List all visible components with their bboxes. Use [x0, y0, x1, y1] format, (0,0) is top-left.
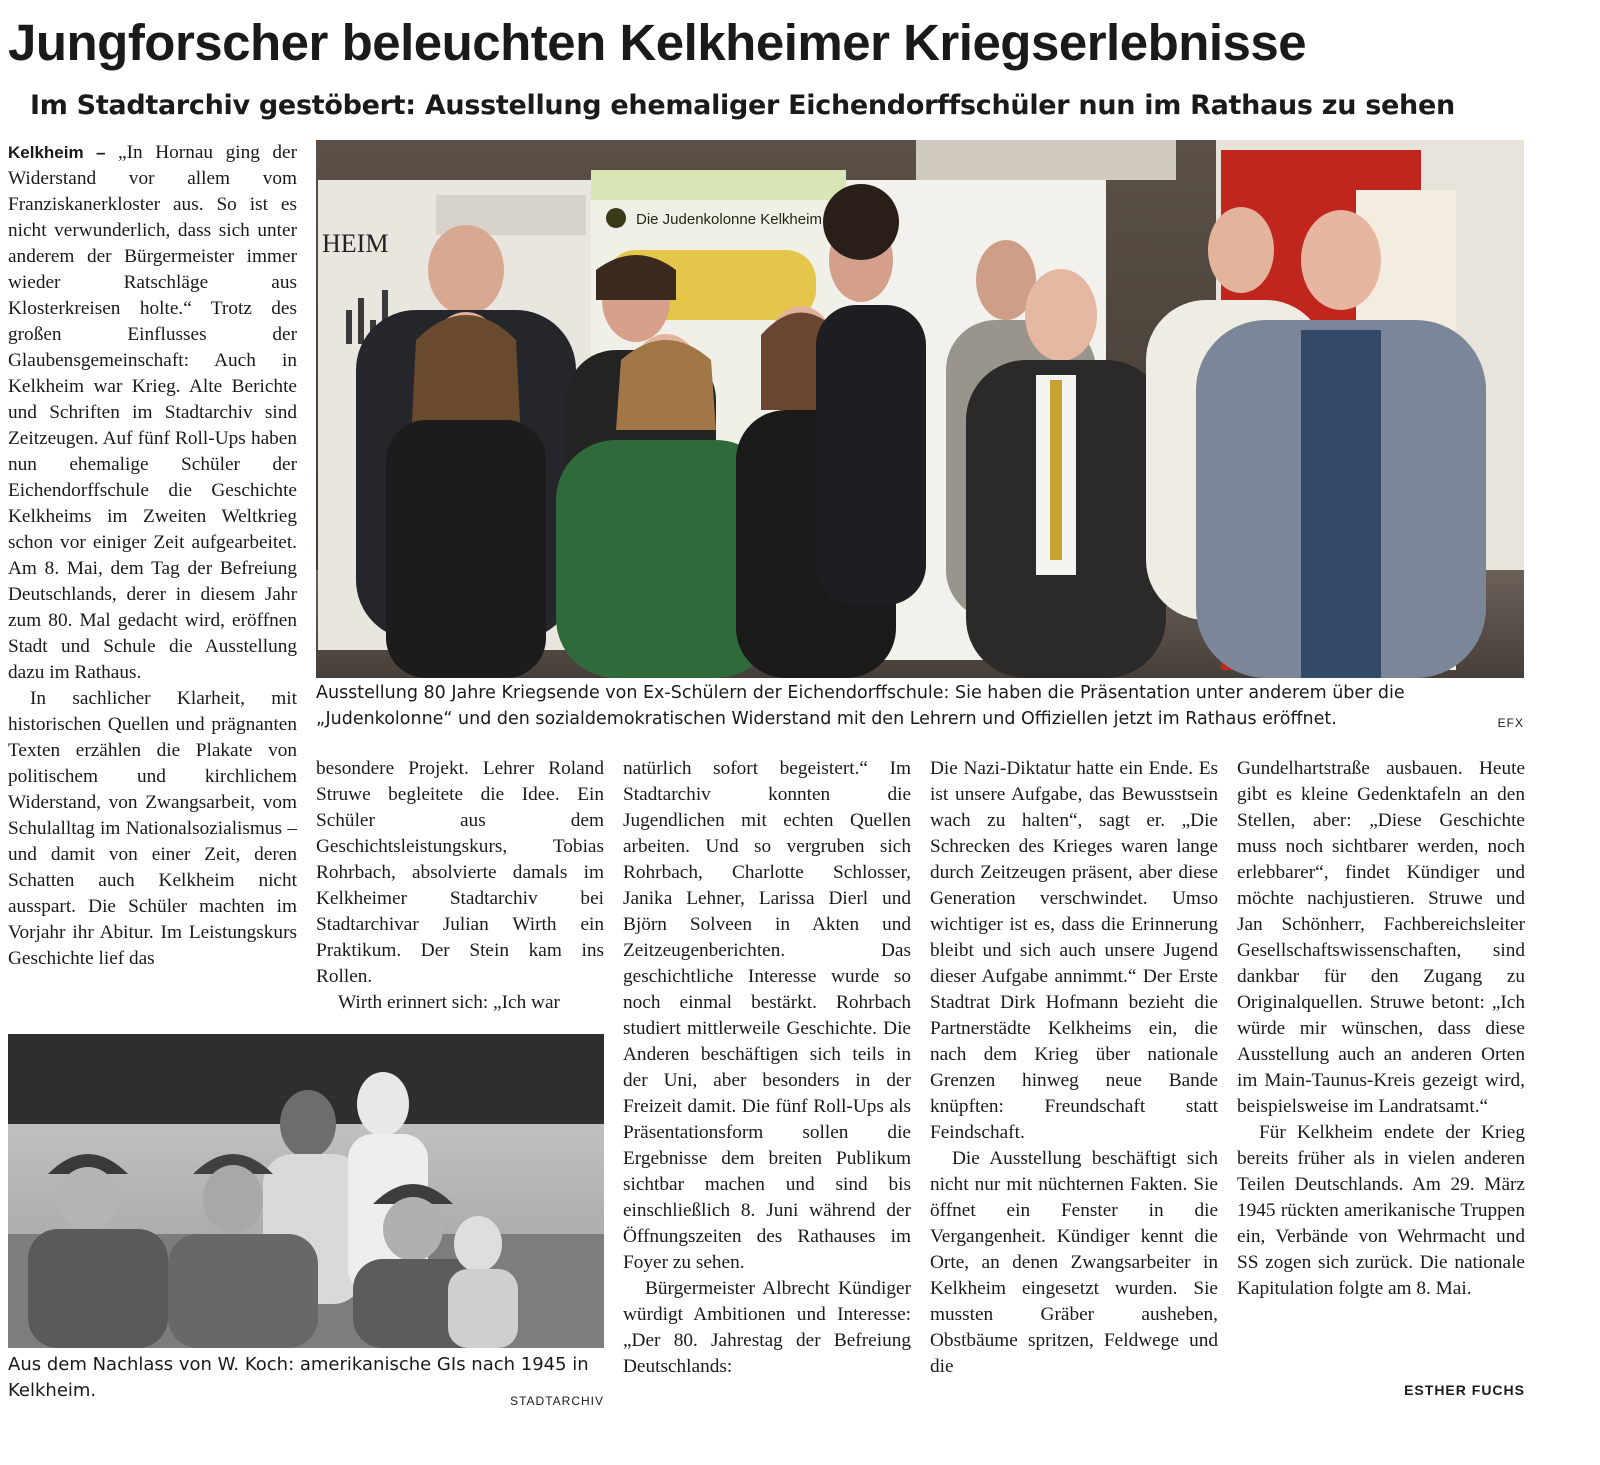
article-column-1	[8, 140, 297, 972]
banner-heim-text: HEIM	[322, 229, 389, 258]
paragraph: Wirth erinnert sich: „Ich war	[338, 992, 560, 1013]
article-column-2	[316, 756, 604, 1016]
paragraph: natürlich sofort begeistert.“ Im Stadtarchiv konnten die Jugendlichen mit echten Quellen arbeiten. Und so vergruben sich Rohrbach, Charlotte Schlosser, Janika Lehner, Larissa Dierl und Björn Solveen in Akten und Zeitzeugenberichten. Das geschichtliche Interesse wurde so noch einmal bestärkt. Rohrbach studiert mittlerweile Geschichte. Die Anderen beschäftigen sich teils in der Uni, aber besonders in der Freizeit damit. Die fünf Roll-Ups als Präsentationsform sollen die Ergebnisse dem breiten Publikum sichtbar machen und sind bis einschließlich 8. Juni während der Öffnungszeiten des Rathauses im Foyer zu sehen.	[623, 758, 911, 1273]
paragraph	[8, 140, 297, 686]
main-photo-caption	[316, 680, 1524, 736]
photo-credit: EFX	[1497, 716, 1524, 730]
paragraph: besondere Projekt. Lehrer Roland Struwe begleitete die Idee. Ein Schüler aus dem Geschichtsleistungskurs, Tobias Rohrbach, absolvierte damals im Kelkheimer Stadtarchiv bei Stadtarchivar Julian Wirth ein Praktikum. Der Stein kam ins Rollen.	[316, 758, 604, 987]
caption-text: Ausstellung 80 Jahre Kriegsende von Ex-Schülern der Eichendorffschule: Sie haben die Präsentation unter anderem über die „Judenkolonne“ und den sozialdemokratischen Widerstand mit den Lehrern und Offiziellen jetzt im Rathaus eröffnet.	[316, 683, 1405, 729]
paragraph: Gundelhartstraße ausbauen. Heute gibt es kleine Gedenktafeln an den Stellen, aber: „Diese Geschichte muss noch sichtbarer werden, noch erlebbarer“, findet Kündiger und möchte nachjustieren. Struwe und Jan Schönherr, Fachbereichsleiter Gesellschaftswissenschaften, sind dankbar für den Zugang zu Originalquellen. Struwe betont: „Ich würde mir wünschen, dass diese Ausstellung auch an anderen Orten im Main-Taunus-Kreis gezeigt wird, beispielsweise im Landratsamt.“	[1237, 758, 1525, 1117]
photo-credit: STADTARCHIV	[510, 1394, 604, 1408]
paragraph: Die Nazi-Diktatur hatte ein Ende. Es ist unsere Aufgabe, das Bewusstsein wach zu halten“, sagt er. „Die Schrecken des Krieges waren lange durch Zeitzeugen präsent, aber diese Generation verschwindet. Umso wichtiger ist es, dass die Erinnerung bleibt und sich auch unsere Jugend dieser Aufgabe annimmt.“ Der Erste Stadtrat Dirk Hofmann bezieht die Partnerstädte Kelkheims ein, die nach dem Krieg über nationale Grenzen hinweg neue Bande knüpften: Freundschaft statt Feindschaft.	[930, 758, 1218, 1143]
subheadline: Im Stadtarchiv gestöbert: Ausstellung ehemaliger Eichendorffschüler nun im Rathaus zu sehen	[30, 90, 1455, 121]
caption-text: Aus dem Nachlass von W. Koch: amerikanische GIs nach 1945 in Kelkheim.	[8, 1354, 589, 1401]
paragraph-text: „In Hornau ging der Widerstand vor allem vom Franziskanerkloster aus. So ist es nicht verwunderlich, dass sich unter anderem der Bürgermeister immer wieder Ratschläge aus Klosterkreisen holte.“ Trotz des großen Einflusses der Glaubensgemeinschaft: Auch in Kelkheim war Krieg. Alte Berichte und Schriften im Stadtarchiv sind Zeitzeugen. Auf fünf Roll-Ups haben nun ehemalige Schüler der Eichendorffschule die Geschichte Kelkheims im Zweiten Weltkrieg schon vor einiger Zeit aufgearbeitet. Am 8. Mai, dem Tag der Befreiung Deutschlands, derer in diesem Jahr zum 80. Mal gedacht wird, eröffnen Stadt und Schule die Ausstellung dazu im Rathaus.	[8, 142, 298, 683]
main-photo	[316, 140, 1524, 678]
paragraph: Für Kelkheim endete der Krieg bereits früher als in vielen anderen Teilen Deutschlands. Am 29. März 1945 rückten amerikanische Truppen ein, Verbände von Wehrmacht und SS zogen sich zurück. Die nationale Kapitulation folgte am 8. Mai.	[1237, 1122, 1525, 1299]
author-byline: ESTHER FUCHS	[1404, 1382, 1525, 1398]
dateline: Kelkheim –	[8, 143, 106, 162]
archive-photo-caption	[8, 1352, 604, 1414]
headline: Jungforscher beleuchten Kelkheimer Kriegserlebnisse	[8, 14, 1307, 71]
banner-judenkolonne-text: Die Judenkolonne Kelkheim	[636, 211, 822, 228]
paragraph: In sachlicher Klarheit, mit historischen Quellen und prägnanten Texten erzählen die Plakate von politischem und kirchlichem Widerstand, von Zwangsarbeit, vom Schulalltag im Nationalsozialismus – und damit von einer Zeit, deren Schatten auch Kelkheim nicht ausspart. Die Schüler machten im Vorjahr ihr Abitur. Im Leistungskurs Geschichte lief das	[8, 688, 297, 969]
article-column-5	[1237, 756, 1525, 1302]
archive-photo	[8, 1034, 604, 1348]
article-column-4	[930, 756, 1218, 1380]
paragraph: Bürgermeister Albrecht Kündiger würdigt Ambitionen und Interesse: „Der 80. Jahrestag der Befreiung Deutschlands:	[623, 1278, 911, 1377]
paragraph: Die Ausstellung beschäftigt sich nicht nur mit nüchternen Fakten. Sie öffnet ein Fenster in die Vergangenheit. Kündiger kennt die Orte, an denen Zwangsarbeiter in Kelkheim eingesetzt wurden. Sie mussten Gräber ausheben, Obstbäume spritzen, Feldwege und die	[930, 1148, 1218, 1377]
article-column-3	[623, 756, 911, 1380]
